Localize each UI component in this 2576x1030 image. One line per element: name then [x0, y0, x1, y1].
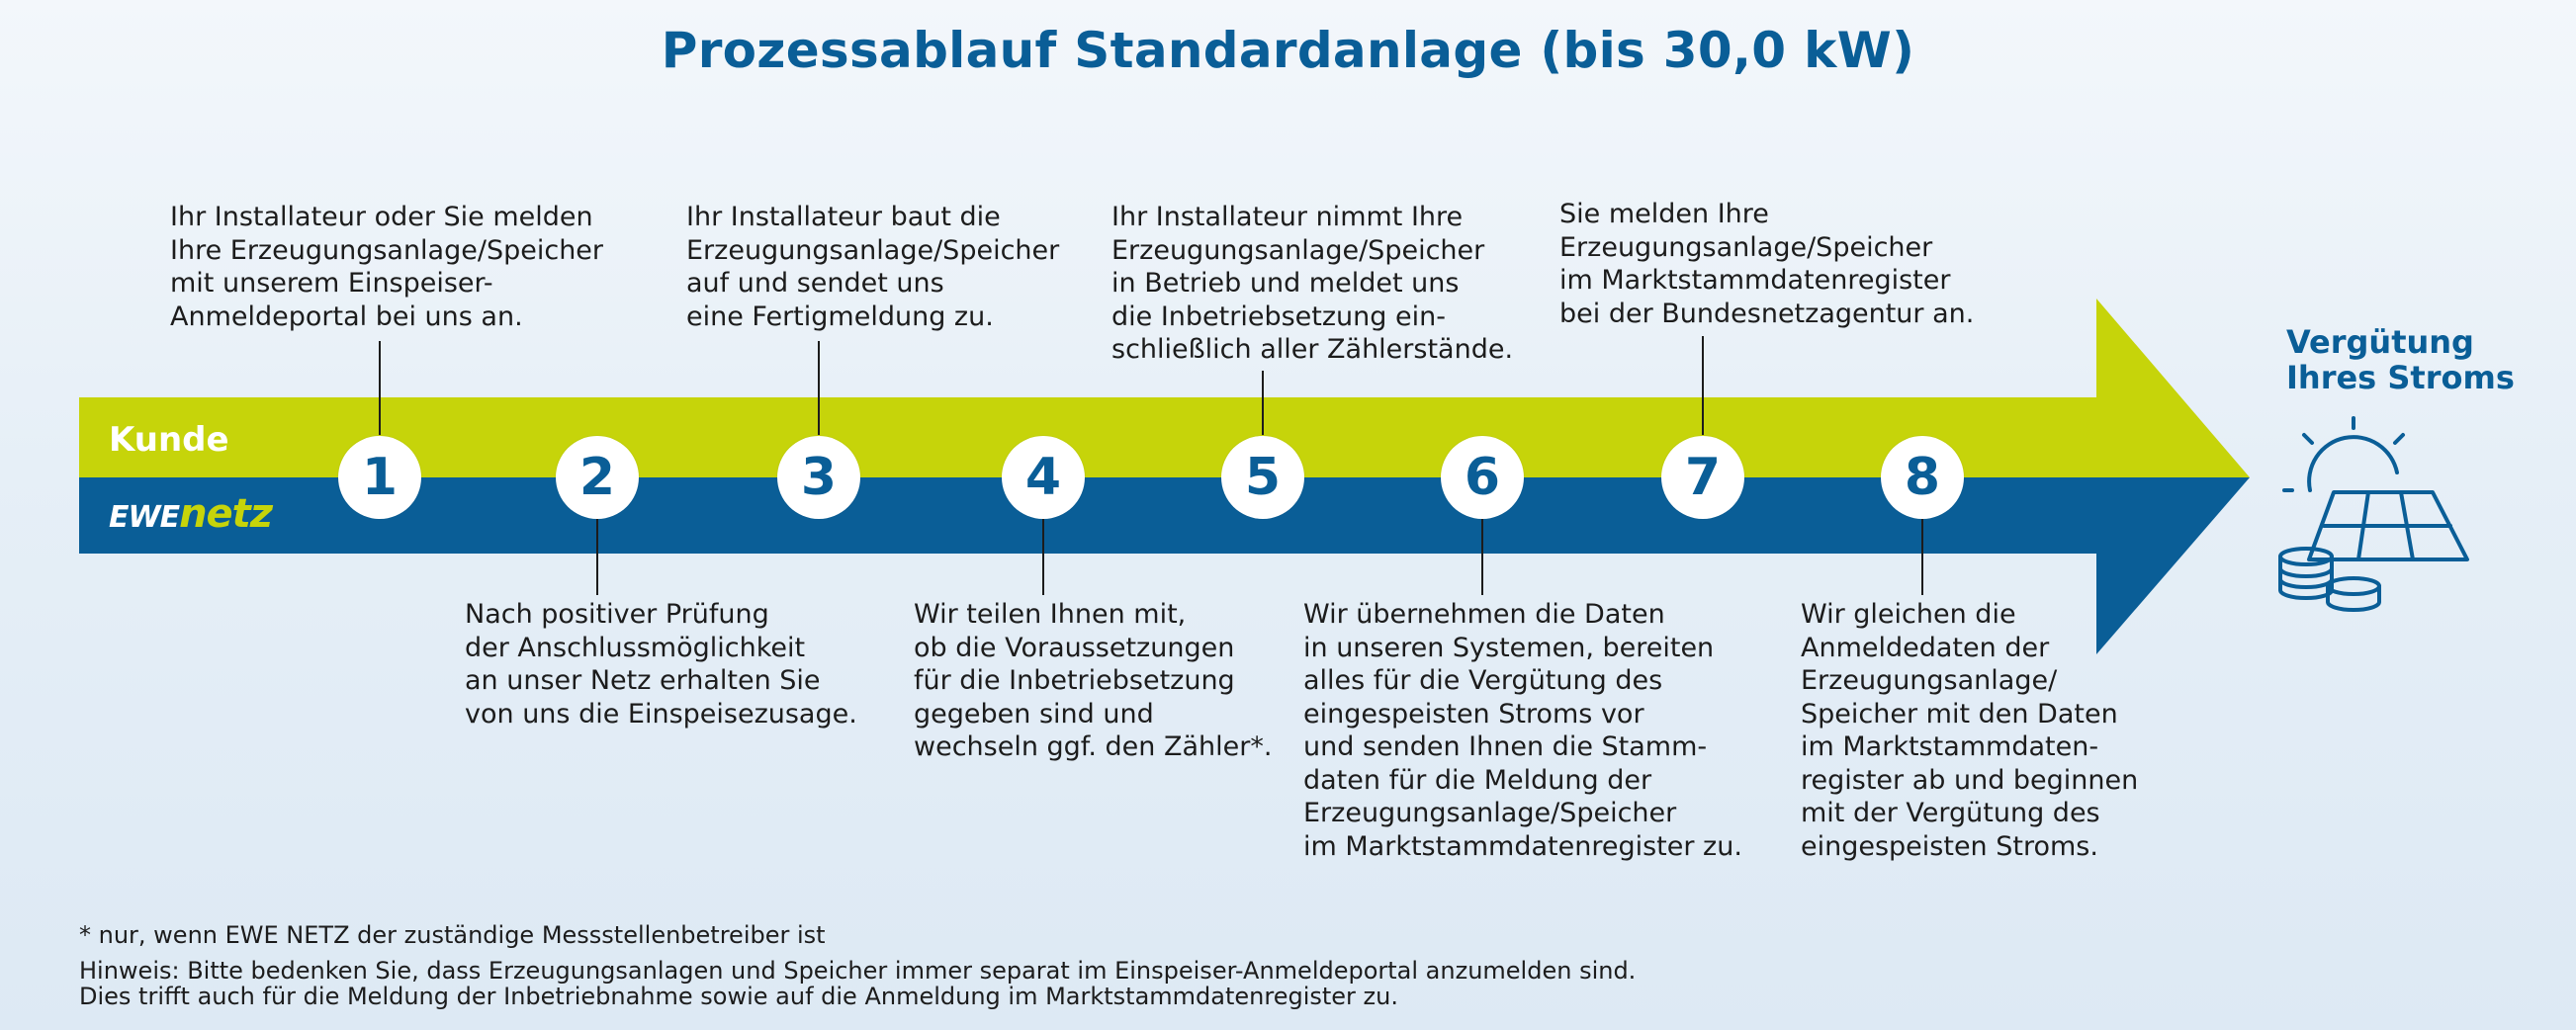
logo-ewe: EWE [109, 500, 180, 535]
connector-8 [1921, 516, 1923, 595]
connector-4 [1042, 516, 1044, 595]
connector-7 [1702, 336, 1704, 435]
connector-1 [379, 341, 381, 435]
step-7-text: Sie melden Ihre Erzeugungsanlage/Speicher im Marktstammdatenregister bei der Bundesnetzagentur an. [1559, 199, 1975, 329]
step-6-circle: 6 [1441, 436, 1524, 519]
page-title: Prozessablauf Standardanlage (bis 30,0 kW) [661, 22, 1915, 79]
step-7-circle: 7 [1661, 436, 1744, 519]
step-4-text: Wir teilen Ihnen mit, ob die Voraussetzungen für die Inbetriebsetzung gegeben sind und wechseln ggf. den Zähler*. [914, 599, 1273, 762]
logo-netz: netz [179, 491, 273, 537]
footnote-asterisk: * nur, wenn EWE NETZ der zuständige Messstellenbetreiber ist [79, 921, 826, 949]
step-8-circle: 8 [1881, 436, 1964, 519]
footnote-hint-2: Dies trifft auch für die Meldung der Inbetriebnahme sowie auf die Anmeldung im Marktstammdatenregister zu. [79, 983, 1398, 1010]
ewe-netz-logo [109, 491, 272, 537]
step-1-text: Ihr Installateur oder Sie melden Ihre Erzeugungsanlage/Speicher mit unserem Einspeiser- Anmeldeportal bei uns an. [170, 202, 604, 332]
step-2-circle: 2 [556, 436, 639, 519]
connector-2 [596, 516, 598, 595]
step-5-circle: 5 [1221, 436, 1304, 519]
connector-5 [1262, 371, 1264, 435]
step-8-text: Wir gleichen die Anmeldedaten der Erzeugungsanlage/ Speicher mit den Daten im Marktstammdaten- register ab und beginnen mit der Vergütung des eingespeisten Stroms. [1801, 599, 2139, 862]
result-label: Vergütung Ihres Stroms [2286, 323, 2515, 396]
step-3-text: Ihr Installateur baut die Erzeugungsanlage/Speicher auf und sendet uns eine Fertigmeldung zu. [686, 202, 1060, 332]
band-label-kunde: Kunde [109, 420, 229, 460]
step-5-text: Ihr Installateur nimmt Ihre Erzeugungsanlage/Speicher in Betrieb und meldet uns die Inbetriebsetzung ein- schließlich aller Zählerstände. [1111, 202, 1514, 365]
step-4-circle: 4 [1002, 436, 1085, 519]
step-2-text: Nach positiver Prüfung der Anschlussmöglichkeit an unser Netz erhalten Sie von uns die Einspeisezusage. [465, 599, 857, 730]
solar-panel-coins-icon [2274, 413, 2482, 631]
step-3-circle: 3 [777, 436, 860, 519]
footnote-hint-1: Hinweis: Bitte bedenken Sie, dass Erzeugungsanlagen und Speicher immer separat im Einspeiser-Anmeldeportal anzumelden sind. [79, 957, 1637, 985]
connector-3 [818, 341, 820, 435]
connector-6 [1481, 516, 1483, 595]
step-1-circle: 1 [338, 436, 421, 519]
step-6-text: Wir übernehmen die Daten in unseren Systemen, bereiten alles für die Vergütung des eingespeisten Stroms vor und senden Ihnen die Stamm- daten für die Meldung der Erzeugungsanlage/Speicher im Marktstammdatenregister zu. [1303, 599, 1742, 862]
